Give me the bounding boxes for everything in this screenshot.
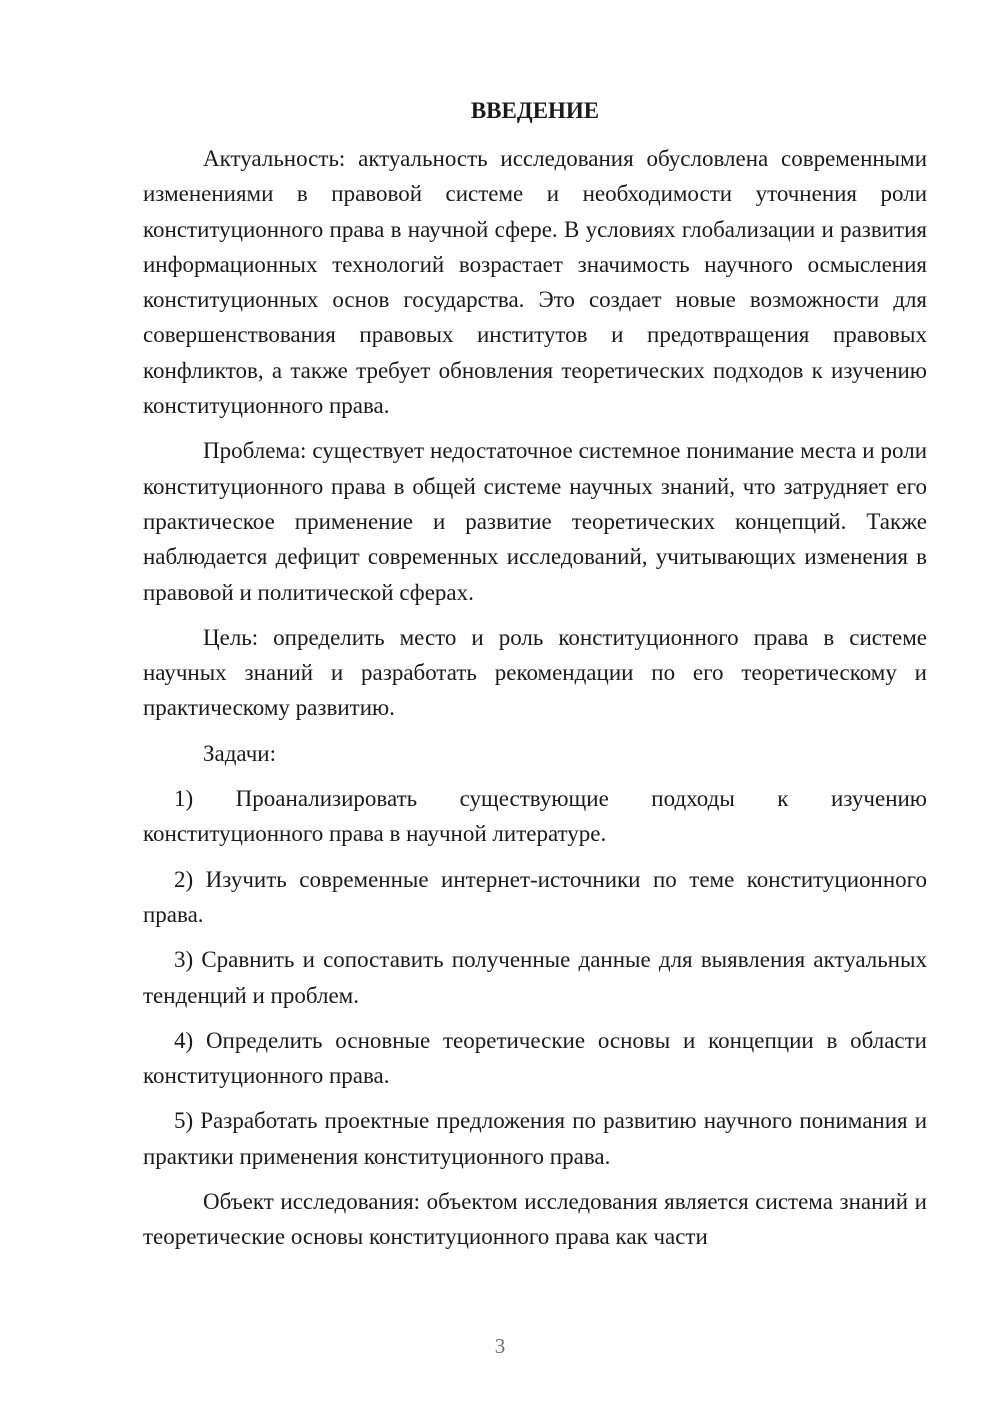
task-item-3: 3) Сравнить и сопоставить полученные данные для выявления актуальных тенденций и проблем. — [143, 947, 927, 1008]
document-body — [143, 141, 927, 1255]
paragraph-problem: Проблема: существует недостаточное системное понимание места и роли конституционного права в общей системе научных знаний, что затрудняет его практическое применение и развитие теоретических концепций. Также наблюдается дефицит современных исследований, учитывающих изменения в правовой и политической сферах. — [143, 438, 927, 605]
task-item-1: 1) Проанализировать существующие подходы к изучению конституционного права в научной литературе. — [143, 786, 927, 847]
page-title: ВВЕДЕНИЕ — [470, 98, 600, 123]
page-number: 3 — [494, 1334, 506, 1358]
task-item-4: 4) Определить основные теоретические основы и концепции в области конституционного права. — [143, 1027, 927, 1089]
task-item-2: 2) Изучить современные интернет-источники по теме конституционного права. — [143, 866, 927, 927]
task-item-5: 5) Разработать проектные предложения по развитию научного понимания и практики применения конституционного права. — [143, 1108, 927, 1169]
paragraph-object: Объект исследования: объектом исследования является система знаний и теоретические основы конституционного права как части — [143, 1189, 927, 1250]
paragraph-goal: Цель: определить место и роль конституционного права в системе научных знаний и разработать рекомендации по его теоретическому и практическому развитию. — [143, 624, 927, 721]
paragraph-relevance: Актуальность: актуальность исследования обусловлена современными изменениями в правовой системе и необходимости уточнения роли конституционного права в научной сфере. В условиях глобализации и развития информационных технологий возрастает значимость научного осмысления конституционных основ государства. Это создает новые возможности для совершенствования правовых институтов и предотвращения правовых конфликтов, а также требует обновления теоретических подходов к изучению конституционного права. — [143, 146, 927, 419]
paragraph-tasks-heading: Задачи: — [203, 740, 276, 766]
